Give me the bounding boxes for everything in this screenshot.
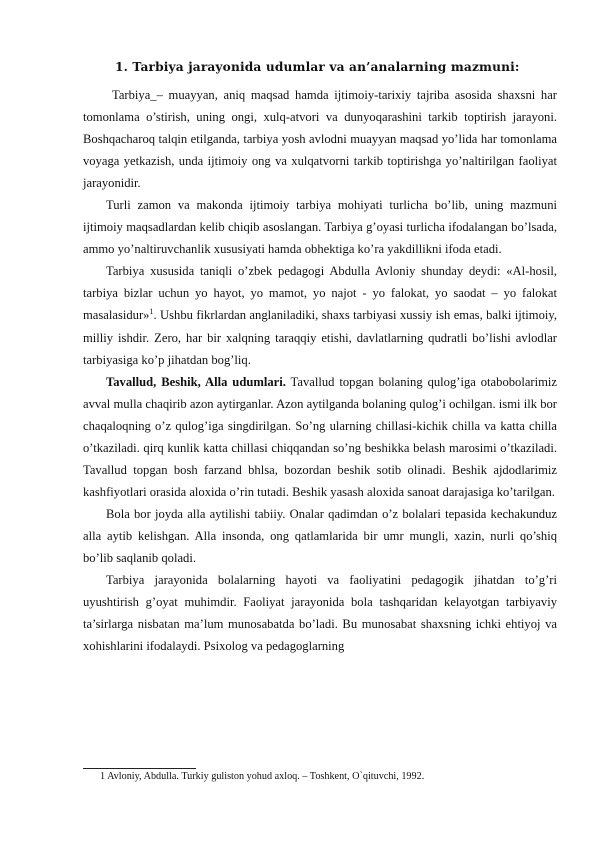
avloniy-quote-continuation: . Ushbu fikrlardan anglaniladiki, shaxs tarbiyasi xussiy ish emas, balki ijtimoiy, milliy ishdir. Zero, har bir xalqning taraqqiy etishi, davlatlarning qudratli bo’lishi avlodlar tarbiyasiga ko’p jihatdan bog’liq.	[83, 308, 557, 367]
footnote	[100, 770, 560, 784]
section-heading	[115, 58, 575, 76]
paragraph-lullaby: Bola bor joyda alla aytilishi tabiiy. Onalar qadimdan o’z bolalari tepasida kechakunduz alla aytib kelishgan. Alla insonda, ong qatlamlarida bir umr mungli, xazin, nurli qo’shiq bo’lib saqlanib qoladi.	[83, 506, 557, 565]
footnote-reference[interactable]: 1	[149, 307, 154, 317]
paragraph-avloniy-quote	[83, 260, 557, 370]
paragraph-activity: Tarbiya jarayonida bolalarning hayoti va faoliyatini pedagogik jihatdan to’g’ri uyushtirish g’oyat muhimdir. Faoliyat jarayonida bola tashqaridan kelayotgan tarbiyaviy ta’sirlarga nisbatan ma’lum munosabatda bo’ladi. Bu munosabat shaxsning ichki ehtiyoj va xohishlarini ifodalaydi. Psixolog va pedagoglarning	[83, 573, 557, 654]
customs-subheading: Tavallud, Beshik, Alla udumlari.	[106, 374, 286, 389]
paragraph-social-upbringing: Turli zamon va makonda ijtimoiy tarbiya mohiyati turlicha bo’lib, uning mazmuni ijtimoiy maqsadlardan kelib chiqib asoslangan. Tarbiya g’oyasi turlicha ifodalangan bo’lsada, ammo yo’naltiruvchanlik xususiyati hamda obhektiga ko’ra yakdillikni ifoda etadi.	[83, 198, 557, 257]
footnote-divider	[83, 768, 196, 769]
section-heading-colon: :	[514, 60, 520, 74]
section-heading-text: 1. Tarbiya jarayonida udumlar va an’analarning mazmuni	[115, 60, 515, 74]
paragraph-tarbiya-definition: Tarbiya_– muayyan, aniq maqsad hamda ijtimoiy-tarixiy tajriba asosida shaxsni har tomonlama o’stirish, uning ongi, xulq-atvori va dunyoqarashini tarkib toptirish jarayoni. Boshqacharoq talqin etilganda, tarbiya yosh avlodni muayyan maqsad yo’lida har tomonlama voyaga yetkazish, unda ijtimoiy ong va xulqatvorni tarkib toptirishga yo’naltirilgan faoliyat jarayonidir.	[83, 88, 557, 191]
customs-text: Tavallud topgan bolaning qulog’iga otabobolarimiz avval mulla chaqirib azon aytirganlar. Azon aytilganda bolaning qulog’i ochilgan. ismi ilk bor chaqaloqning o’z qulog’iga singdirilgan. So’ng ularning chillasi-kichik chilla va katta chilla o’tkaziladi. qirq kunlik katta chillasi chiqqandan so’ng beshikka belash marosimi o’tkaziladi. Tavallud topgan bosh farzand bhlsa, bozordan beshik sotib olinadi. Beshik ajdodlarimiz kashfiyotlari orasida aloxida o’rin tutadi. Beshik yasash aloxida sanoat darajasiga ko’tarilgan.	[83, 374, 558, 499]
avloniy-quote-text: Tarbiya xususida taniqli o’zbek pedagogi Abdulla Avloniy shunday deydi: «Al-hosil, tarbiya bizlar uchun yo hayot, yo mamot, yo najot - yo falokat, yo saodat – yo falokat masalasidur»	[83, 264, 557, 323]
paragraph-customs	[83, 371, 557, 503]
body-text	[83, 84, 557, 657]
footnote-marker: 1	[100, 771, 106, 782]
footnote-text: Avloniy, Abdulla. Turkiy guliston yohud axloq. – Toshkent, O`qituvchi, 1992.	[107, 771, 425, 782]
